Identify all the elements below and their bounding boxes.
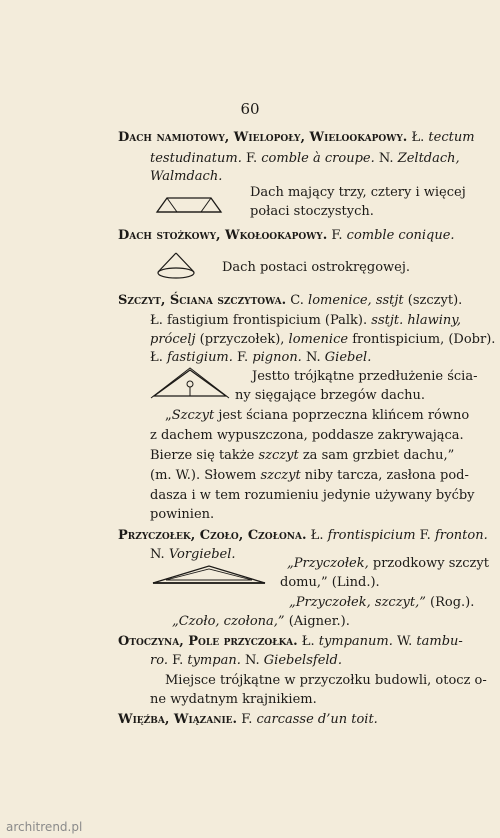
entry-szczyt-desc1: Jestto trójkątne przedłużenie ścia- <box>252 369 478 384</box>
entry-szczyt-desc2: ny sięgające brzegów dachu. <box>235 388 426 403</box>
entry-dach-namiotowy-heading: Dach namiotowy, Wielopoły, Wielookapowy. Ł. tectum <box>118 130 475 145</box>
pediment-figure <box>150 562 268 586</box>
entry-szczyt-quote4: (m. W.). Słowem szczyt niby tarcza, zasłona pod- <box>150 468 469 483</box>
entry-szczyt-line2: Ł. fastigium frontispicium (Palk). sstjt. hlawiny, <box>150 313 462 328</box>
entry-szczyt-quote6: powinien. <box>150 507 215 522</box>
entry-szczyt-quote3: Bierze się także szczyt za sam grzbiet dachu,” <box>150 448 455 463</box>
entry-dach-stozkowy-desc: Dach postaci ostrokręgowej. <box>222 260 411 275</box>
entry-przyczolek-ref2: domu,” (Lind.). <box>280 575 380 590</box>
entry-przyczolek-line2: N. Vorgiebel. <box>150 547 236 562</box>
entry-szczyt-quote5: dasza i w tem rozumieniu jedynie używany byćby <box>150 488 475 503</box>
watermark: architrend.pl <box>6 820 83 834</box>
gable-wall-figure <box>150 366 230 400</box>
page-number: 60 <box>240 100 260 118</box>
entry-dach-namiotowy-desc2: połaci stoczystych. <box>250 204 374 219</box>
entry-szczyt-line3: prócelj (przyczołek), lomenice frontispicium, (Dobr). <box>150 332 496 347</box>
entry-dach-stozkowy-heading: Dach stożkowy, Wkołookapowy. F. comble conique. <box>118 228 455 243</box>
entry-szczyt-line4: Ł. fastigium. F. pignon. N. Giebel. <box>150 350 372 365</box>
entry-przyczolek-ref4: „Czoło, czołona,” (Aigner.). <box>172 614 350 629</box>
entry-dach-namiotowy-line3: Walmdach. <box>150 169 223 184</box>
entry-przyczolek-ref3: „Przyczołek, szczyt,” (Rog.). <box>289 595 475 610</box>
entry-przyczolek-heading: Przyczołek, Czoło, Czołona. Ł. frontispicium F. fronton. <box>118 528 488 543</box>
entry-dach-namiotowy-line2: testudinatum. F. comble à croupe. N. Zeltdach, <box>150 151 460 166</box>
entry-szczyt-heading: Szczyt, Ściana szczytowa. C. lomenice, sstjt (szczyt). <box>118 293 463 308</box>
hip-roof-figure <box>155 190 223 216</box>
entry-otoczyna-desc2: ne wydatnym krajnikiem. <box>150 692 317 707</box>
entry-wiezba-heading: Więźba, Wiązanie. F. carcasse d’un toit. <box>118 712 378 727</box>
cone-roof-figure <box>155 250 197 282</box>
entry-szczyt-quote1: „Szczyt jest ściana poprzeczna klińcem równo <box>165 408 470 423</box>
entry-dach-namiotowy-desc1: Dach mający trzy, cztery i więcej <box>250 185 466 200</box>
entry-szczyt-quote2: z dachem wypuszczona, poddasze zakrywająca. <box>150 428 464 443</box>
entry-otoczyna-line2: ro. F. tympan. N. Giebelsfeld. <box>150 653 342 668</box>
entry-otoczyna-desc1: Miejsce trójkątne w przyczołku budowli, otocz o- <box>165 673 487 688</box>
entry-otoczyna-heading: Otoczyna, Pole przyczołka. Ł. tympanum. W. tambu- <box>118 634 463 649</box>
entry-przyczolek-ref1: „Przyczołek, przodkowy szczyt <box>287 556 489 571</box>
